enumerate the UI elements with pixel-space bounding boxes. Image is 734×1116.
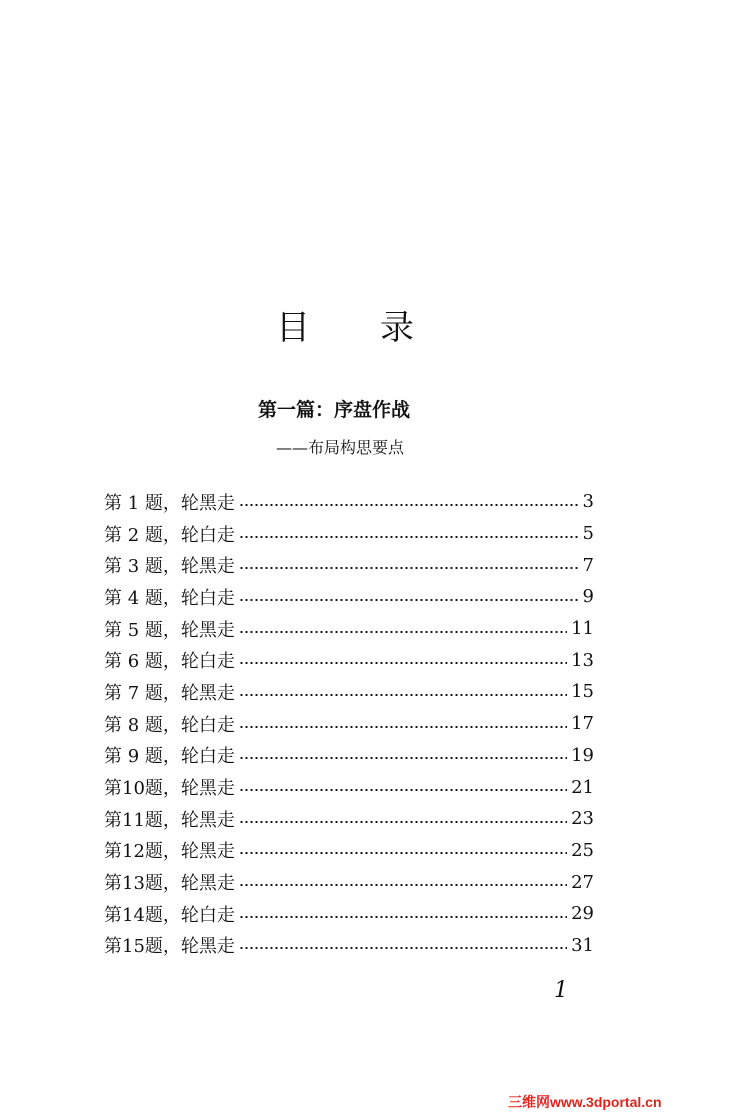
dot-leader	[239, 662, 567, 664]
toc-entry-label: 第11题，轮黑走	[104, 809, 235, 831]
toc-entry-label: 第 2 题，轮白走	[104, 524, 235, 546]
toc-entry-page: 7	[582, 554, 594, 576]
toc-entry-label: 第14题，轮白走	[104, 904, 235, 926]
dot-leader	[239, 916, 567, 918]
toc-entry-label: 第 3 题，轮黑走	[104, 556, 235, 578]
toc-entry-page: 19	[571, 744, 594, 766]
toc-entry-label: 第 9 题，轮白走	[104, 746, 235, 768]
toc-entry-page: 13	[571, 649, 594, 671]
toc-entry-label: 第 6 题，轮白走	[104, 651, 235, 673]
dot-leader	[239, 947, 567, 949]
toc-entry[interactable]	[104, 740, 594, 772]
dot-leader	[239, 599, 579, 601]
toc-entry[interactable]	[104, 518, 594, 550]
toc-entry-label: 第15题，轮黑走	[104, 936, 235, 958]
dot-leader	[239, 789, 567, 791]
toc-entry-label: 第10题，轮黑走	[104, 778, 235, 800]
toc-entry-page: 11	[571, 618, 594, 640]
dot-leader	[239, 821, 567, 823]
toc-entry-page: 9	[582, 586, 594, 608]
toc-entry[interactable]	[104, 771, 594, 803]
toc-entry-page: 29	[571, 903, 594, 925]
toc-entry-page: 5	[582, 523, 594, 545]
toc-list	[104, 486, 594, 961]
toc-entry-page: 25	[571, 839, 594, 861]
toc-entry[interactable]	[104, 613, 594, 645]
toc-entry[interactable]	[104, 866, 594, 898]
toc-entry[interactable]	[104, 708, 594, 740]
toc-entry-label: 第13题，轮黑走	[104, 873, 235, 895]
toc-entry-label: 第 1 题，轮黑走	[104, 492, 235, 514]
toc-entry[interactable]	[104, 898, 594, 930]
toc-entry-page: 17	[571, 713, 594, 735]
toc-entry-page: 3	[582, 491, 594, 513]
contents-heading-char-1: 目	[276, 308, 310, 348]
toc-entry[interactable]	[104, 644, 594, 676]
toc-entry-page: 27	[571, 871, 594, 893]
page-number: 1	[554, 978, 568, 1003]
toc-entry-page: 21	[571, 776, 594, 798]
toc-entry[interactable]	[104, 835, 594, 867]
toc-entry-page: 23	[571, 808, 594, 830]
dot-leader	[239, 504, 579, 506]
toc-entry-label: 第 7 题，轮黑走	[104, 682, 235, 704]
toc-entry-label: 第12题，轮黑走	[104, 841, 235, 863]
site-watermark: 三维网www.3dportal.cn	[508, 1094, 662, 1110]
contents-heading-char-2: 录	[380, 308, 414, 348]
dot-leader	[239, 884, 567, 886]
part-subtitle: ——布局构思要点	[276, 438, 405, 457]
toc-entry-label: 第 4 题，轮白走	[104, 587, 235, 609]
toc-entry[interactable]	[104, 581, 594, 613]
contents-heading	[0, 300, 734, 356]
toc-entry-label: 第 5 题，轮黑走	[104, 619, 235, 641]
toc-entry[interactable]	[104, 486, 594, 518]
dot-leader	[239, 852, 567, 854]
dot-leader	[239, 536, 579, 538]
dot-leader	[239, 726, 567, 728]
toc-entry-label: 第 8 题，轮白走	[104, 714, 235, 736]
dot-leader	[239, 694, 567, 696]
toc-entry[interactable]	[104, 676, 594, 708]
dot-leader	[239, 757, 567, 759]
toc-entry[interactable]	[104, 930, 594, 962]
toc-entry[interactable]	[104, 549, 594, 581]
toc-entry-page: 15	[571, 681, 594, 703]
dot-leader	[239, 567, 579, 569]
part-title: 第一篇：序盘作战	[258, 399, 411, 421]
dot-leader	[239, 631, 567, 633]
toc-entry-page: 31	[571, 934, 594, 956]
toc-entry[interactable]	[104, 803, 594, 835]
